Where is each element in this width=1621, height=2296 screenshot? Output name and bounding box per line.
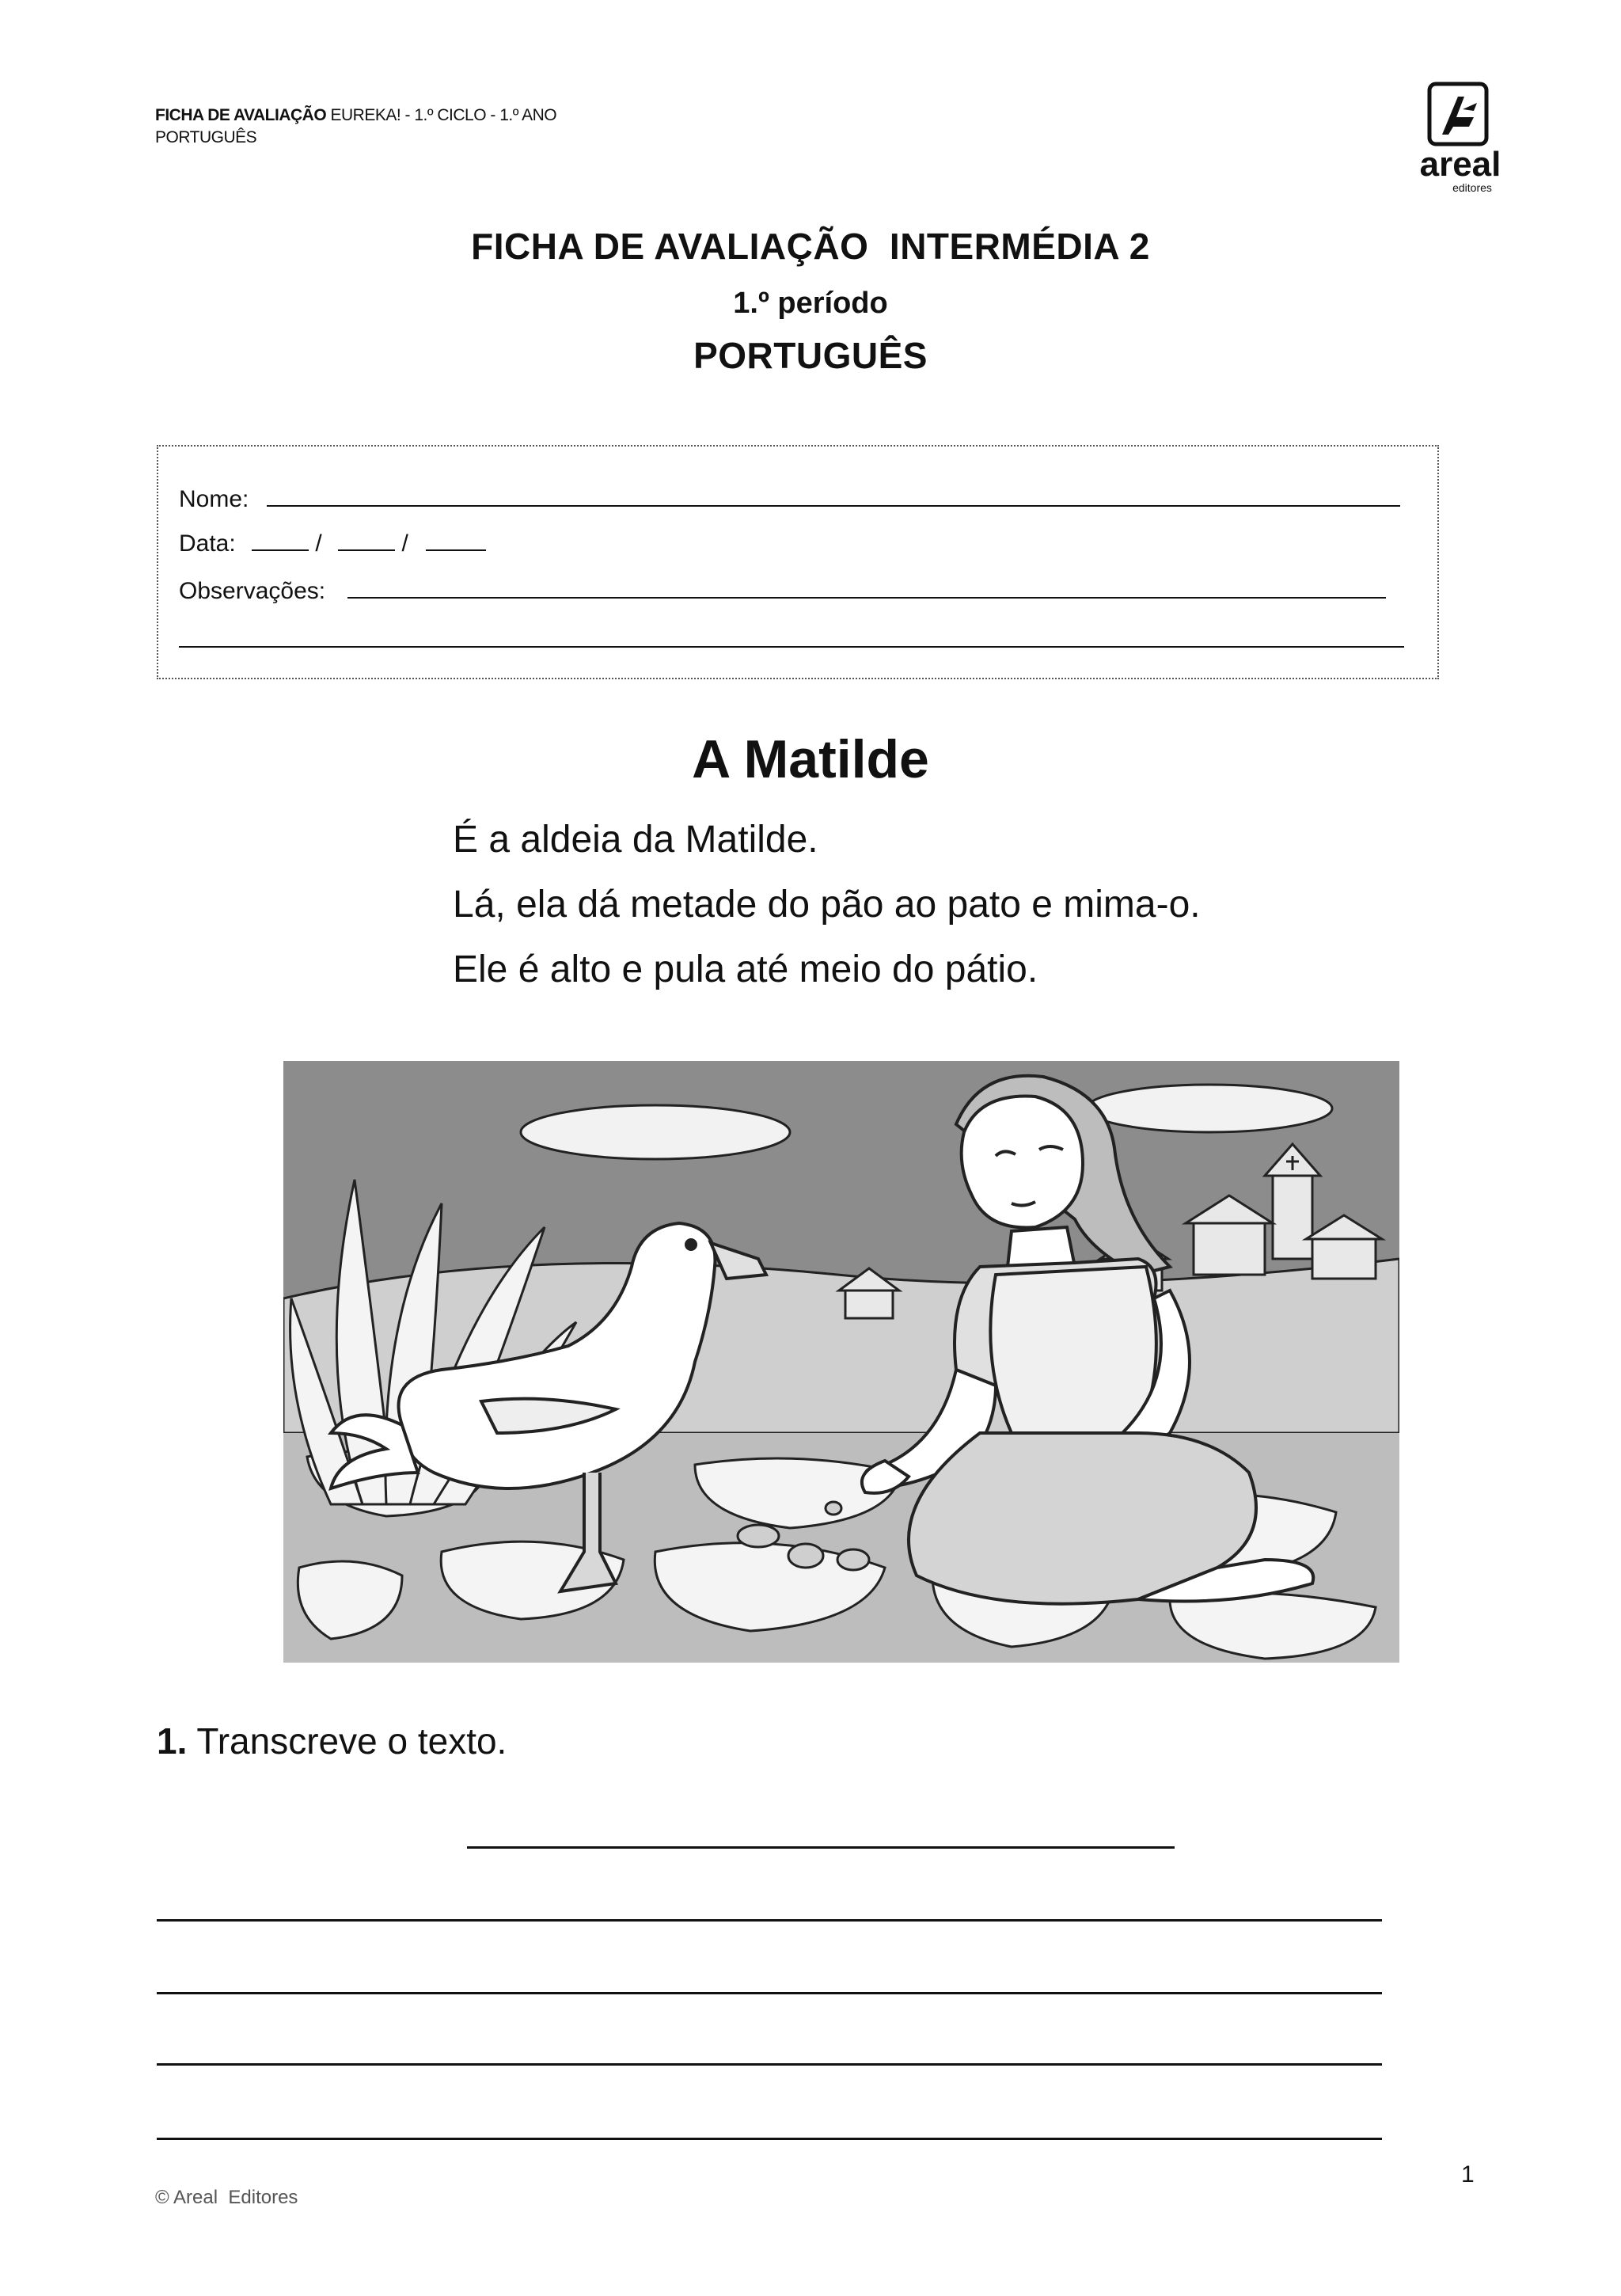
cloud [1087, 1085, 1332, 1132]
date-day-field[interactable] [252, 529, 309, 551]
date-month-field[interactable] [338, 529, 395, 551]
answer-line[interactable] [157, 2138, 1382, 2140]
answer-line-title[interactable] [467, 1846, 1175, 1849]
story-line: Lá, ela dá metade do pão ao pato e mima-o. [453, 884, 1201, 926]
answer-line[interactable] [157, 2063, 1382, 2066]
answer-line[interactable] [157, 1992, 1382, 1994]
areal-logo [1401, 79, 1520, 198]
story-title: A Matilde [692, 729, 929, 789]
student-info-box [157, 445, 1439, 679]
name-field[interactable] [267, 485, 1400, 507]
observations-row-2 [179, 625, 1404, 654]
answer-line[interactable] [157, 1919, 1382, 1922]
observations-field-2[interactable] [179, 625, 1404, 648]
date-separator: / [315, 530, 322, 557]
observations-field[interactable] [347, 576, 1386, 599]
logo-text: areal [1419, 145, 1501, 184]
observations-row [179, 576, 1386, 605]
question-1 [157, 1720, 507, 1762]
story-line: É a aldeia da Matilde. [453, 819, 818, 861]
header-form-label: FICHA DE AVALIAÇÃO [155, 106, 327, 124]
date-year-field[interactable] [426, 529, 486, 551]
header-subject: PORTUGUÊS [155, 128, 257, 146]
page-title: FICHA DE AVALIAÇÃO INTERMÉDIA 2 [471, 226, 1150, 267]
girl-feeding-duck-illustration [283, 1061, 1399, 1663]
page-number: 1 [1461, 2161, 1475, 2188]
copyright: © Areal Editores [155, 2187, 298, 2208]
story-line: Ele é alto e pula até meio do pátio. [453, 948, 1038, 990]
subject-title: PORTUGUÊS [693, 335, 928, 376]
header-series: EUREKA! - 1.º CICLO - 1.º ANO [330, 106, 557, 124]
cloud [521, 1105, 790, 1159]
period-label: 1.º período [733, 287, 888, 320]
date-row [179, 529, 486, 557]
header-series-line [155, 106, 556, 125]
name-label: Nome: [179, 486, 249, 512]
date-label: Data: [179, 530, 236, 557]
question-text: Transcreve o texto. [196, 1720, 507, 1762]
question-number: 1. [157, 1720, 188, 1762]
observations-label: Observações: [179, 578, 326, 604]
date-separator: / [401, 530, 408, 557]
name-row [179, 485, 1400, 513]
logo-subtext: editores [1452, 181, 1492, 194]
story-text [453, 808, 1201, 1002]
